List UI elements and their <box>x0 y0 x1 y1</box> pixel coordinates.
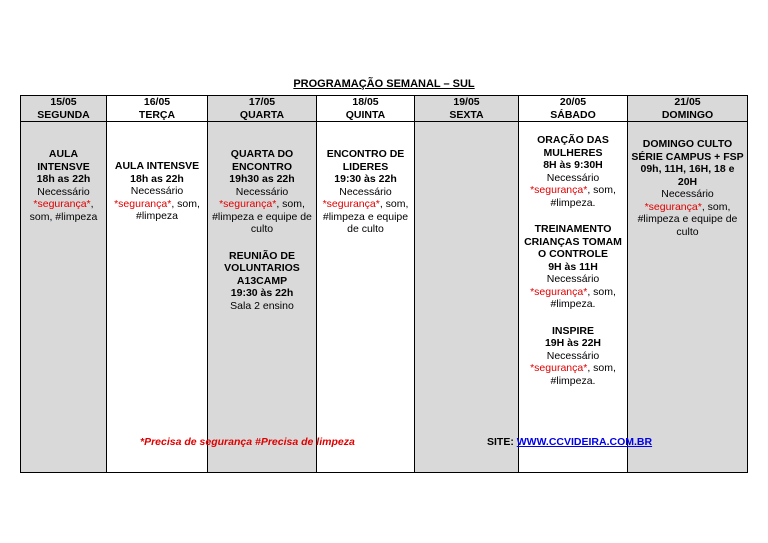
event-requirements <box>521 350 625 388</box>
requirements-text: Necessário <box>235 185 289 198</box>
event-title: QUARTA DO ENCONTRO <box>230 148 294 173</box>
site-link[interactable]: WWW.CCVIDEIRA.COM.BR <box>516 436 653 448</box>
day-date: 21/05 <box>674 96 701 108</box>
day-name: DOMINGO <box>661 108 714 121</box>
security-flag: *segurança* <box>530 285 588 298</box>
event-time: 19:30 às 22h <box>230 287 294 299</box>
day-header <box>317 96 415 122</box>
page-title: PROGRAMAÇÃO SEMANAL – SUL <box>293 78 475 90</box>
day-header <box>208 96 317 122</box>
day-date: 20/05 <box>559 96 587 108</box>
legend-note-text: *Precisa de segurança #Precisa de limpeza <box>140 436 355 448</box>
event-requirements <box>319 186 412 236</box>
event-requirements <box>630 188 745 238</box>
requirements-extra: , som, #limpeza <box>135 197 200 222</box>
day-date: 17/05 <box>248 96 276 108</box>
requirements-text: Necessário <box>546 171 600 184</box>
requirements-text: Necessário <box>339 185 392 198</box>
site-label: SITE: <box>487 436 517 448</box>
day-name: QUARTA <box>239 108 285 121</box>
day-header <box>21 96 107 122</box>
event-requirements <box>210 186 314 236</box>
event-requirements <box>521 172 625 210</box>
event-title: TREINAMENTO CRIANÇAS TOMAM O CONTROLE <box>524 223 622 260</box>
day-cell <box>21 122 107 473</box>
day-name: QUINTA <box>345 108 386 121</box>
requirements-text: Necessário <box>37 185 90 198</box>
security-flag: *segurança* <box>33 198 91 210</box>
requirements-text: Necessário <box>546 349 600 362</box>
requirements-text: Sala 2 ensino <box>230 299 294 312</box>
day-cell <box>519 122 628 473</box>
schedule-header-row <box>21 96 748 122</box>
event-time: 8H às 9:30H <box>543 159 603 171</box>
day-cell <box>628 122 748 473</box>
day-cell <box>208 122 317 473</box>
day-name: SEGUNDA <box>37 108 90 121</box>
event-title: AULA INTENSVE <box>114 160 200 172</box>
event-block <box>210 248 314 313</box>
day-name: SEXTA <box>449 108 484 121</box>
event-time: 18h as 22h <box>36 173 91 185</box>
event-title: AULA INTENSVE <box>37 148 90 173</box>
security-flag: *segurança* <box>530 362 588 374</box>
event-time: 9H às 11H <box>548 260 598 273</box>
day-name: SÁBADO <box>550 108 596 121</box>
requirements-text: Necessário <box>546 273 600 285</box>
day-header <box>107 96 208 122</box>
security-flag: *segurança* <box>114 197 172 210</box>
security-flag: *segurança* <box>644 200 702 213</box>
security-flag: *segurança* <box>219 198 277 210</box>
event-title: INSPIRE <box>551 324 594 337</box>
day-date: 19/05 <box>453 96 480 108</box>
event-block <box>319 146 412 236</box>
event-requirements <box>210 300 314 313</box>
event-title: DOMINGO CULTO SÉRIE CAMPUS + FSP <box>631 138 744 163</box>
day-cell <box>317 122 415 473</box>
event-block <box>521 221 625 311</box>
event-time: 19h30 as 22h <box>229 173 295 185</box>
event-block <box>521 132 625 209</box>
requirements-extra: , som, #limpeza. <box>550 285 616 310</box>
security-flag: *segurança* <box>322 198 380 210</box>
day-name: TERÇA <box>138 108 176 121</box>
requirements-text: Necessário <box>661 188 714 200</box>
requirements-extra: , som, #limpeza e equipe de culto <box>322 198 409 235</box>
day-header <box>415 96 519 122</box>
day-cell <box>107 122 208 473</box>
event-block <box>630 136 745 238</box>
day-header <box>519 96 628 122</box>
requirements-extra: , som, #limpeza <box>29 198 98 223</box>
security-flag: *segurança* <box>530 184 588 196</box>
weekly-schedule-table <box>20 95 748 473</box>
day-header <box>628 96 748 122</box>
event-block <box>109 158 205 223</box>
requirements-extra: , som, #limpeza. <box>550 184 616 209</box>
day-date: 15/05 <box>50 96 77 108</box>
day-date: 18/05 <box>352 96 379 108</box>
event-requirements <box>109 185 205 223</box>
event-title: ENCONTRO DE LIDERES <box>326 148 405 173</box>
event-requirements <box>23 186 104 224</box>
requirements-extra: , som, #limpeza. <box>550 362 616 387</box>
site-line <box>487 436 652 448</box>
schedule-body-row <box>21 122 748 473</box>
requirements-extra: , som, #limpeza e equipe de culto <box>637 200 738 238</box>
event-block <box>210 146 314 236</box>
event-block <box>23 146 104 223</box>
event-time: 09h, 11H, 16H, 18 e 20H <box>640 163 735 188</box>
requirements-extra: , som, #limpeza e equipe de culto <box>212 198 312 235</box>
event-time: 19:30 às 22h <box>334 173 397 185</box>
event-title: ORAÇÃO DAS MULHERES <box>537 134 609 159</box>
day-date: 16/05 <box>143 96 171 108</box>
event-block <box>521 323 625 388</box>
event-requirements <box>521 273 625 311</box>
event-time: 19H às 22H <box>544 337 602 349</box>
requirements-text: Necessário <box>130 185 184 197</box>
event-time: 18h as 22h <box>130 172 184 185</box>
legend-note <box>140 436 355 448</box>
day-cell <box>415 122 519 473</box>
event-title: REUNIÃO DE VOLUNTARIOS A13CAMP <box>224 249 300 287</box>
